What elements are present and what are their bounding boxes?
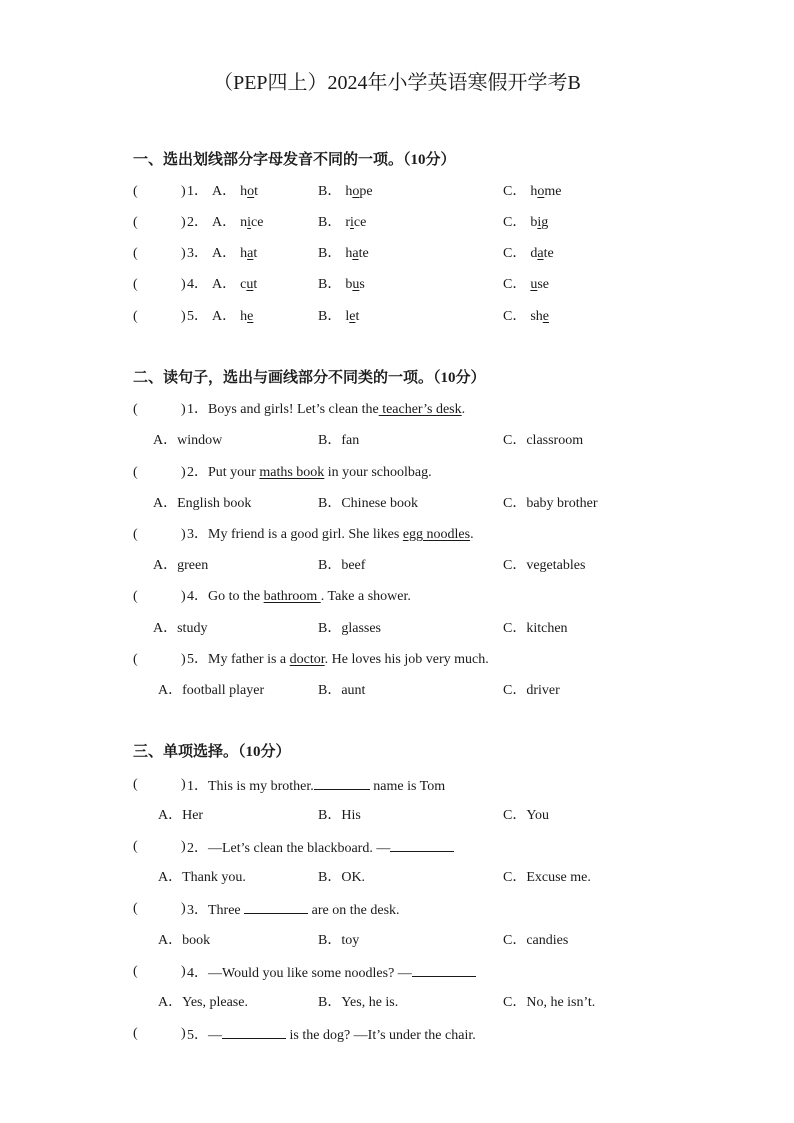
- option-b: B． hope: [318, 184, 373, 199]
- answer-paren-close: ): [181, 246, 186, 261]
- question-number: 3．: [187, 246, 208, 261]
- answer-paren-open[interactable]: (: [133, 964, 138, 979]
- question-text: 5．My father is a doctor. He loves his job very much.: [187, 652, 489, 667]
- answer-paren-close: ): [181, 309, 186, 324]
- option-b: B．glasses: [318, 621, 381, 636]
- answer-paren-open[interactable]: (: [133, 901, 138, 916]
- question-text: 2．—Let’s clean the blackboard. —: [187, 838, 454, 858]
- answer-paren-close: ): [181, 777, 186, 792]
- option-c: C．No, he isn’t.: [503, 995, 596, 1010]
- answer-paren-close: ): [181, 964, 186, 979]
- option-a: A． cut: [212, 277, 258, 292]
- answer-paren-open[interactable]: (: [133, 277, 138, 292]
- answer-paren-open[interactable]: (: [133, 589, 138, 604]
- question-number: 4．: [187, 277, 208, 292]
- answer-paren-open[interactable]: (: [133, 777, 138, 792]
- answer-paren-open[interactable]: (: [133, 184, 138, 199]
- option-c: C． home: [503, 184, 562, 199]
- question-text: 2．Put your maths book in your schoolbag.: [187, 465, 432, 480]
- option-c: C．You: [503, 808, 550, 823]
- option-c: C．baby brother: [503, 496, 598, 511]
- question-text: 1．This is my brother. name is Tom: [187, 776, 445, 796]
- option-b: B．Yes, he is.: [318, 995, 399, 1010]
- option-c: C．classroom: [503, 433, 584, 448]
- option-a: A．window: [153, 433, 223, 448]
- answer-paren-close: ): [181, 839, 186, 854]
- section-2-heading: 二、读句子，选出与画线部分不同类的一项。（10分）: [133, 370, 486, 386]
- option-b: B．fan: [318, 433, 360, 448]
- question-text: 4．—Would you like some noodles? —: [187, 963, 476, 983]
- fill-blank[interactable]: [412, 963, 476, 977]
- option-b: B． hate: [318, 246, 369, 261]
- page-title: （PEP四上）2024年小学英语寒假开学考B: [213, 72, 581, 94]
- option-c: C．Excuse me.: [503, 870, 591, 885]
- answer-paren-close: ): [181, 277, 186, 292]
- option-a: A．football player: [158, 683, 265, 698]
- option-b: B．His: [318, 808, 361, 823]
- option-c: C．kitchen: [503, 621, 568, 636]
- option-b: B． let: [318, 309, 360, 324]
- option-a: A． hot: [212, 184, 259, 199]
- option-b: B．beef: [318, 558, 366, 573]
- answer-paren-close: ): [181, 589, 186, 604]
- answer-paren-close: ): [181, 1026, 186, 1041]
- question-number: 1．: [187, 184, 208, 199]
- question-text: 1．Boys and girls! Let’s clean the teacher’s desk.: [187, 402, 466, 417]
- option-c: C．candies: [503, 933, 569, 948]
- answer-paren-open[interactable]: (: [133, 215, 138, 230]
- question-number: 5．: [187, 309, 208, 324]
- answer-paren-close: ): [181, 215, 186, 230]
- answer-paren-close: ): [181, 527, 186, 542]
- option-c: C．vegetables: [503, 558, 586, 573]
- answer-paren-close: ): [181, 184, 186, 199]
- answer-paren-open[interactable]: (: [133, 839, 138, 854]
- option-c: C． date: [503, 246, 554, 261]
- option-b: B． rice: [318, 215, 367, 230]
- question-text: 4．Go to the bathroom . Take a shower.: [187, 589, 411, 604]
- option-a: A． he: [212, 309, 254, 324]
- fill-blank[interactable]: [222, 1025, 286, 1039]
- option-b: B．toy: [318, 933, 360, 948]
- question-number: 2．: [187, 215, 208, 230]
- answer-paren-close: ): [181, 652, 186, 667]
- answer-paren-open[interactable]: (: [133, 527, 138, 542]
- option-c: C．driver: [503, 683, 560, 698]
- answer-paren-open[interactable]: (: [133, 402, 138, 417]
- option-b: B． bus: [318, 277, 365, 292]
- option-a: A．study: [153, 621, 208, 636]
- option-c: C． big: [503, 215, 549, 230]
- answer-paren-close: ): [181, 402, 186, 417]
- fill-blank[interactable]: [244, 900, 308, 914]
- fill-blank[interactable]: [314, 776, 370, 790]
- answer-paren-open[interactable]: (: [133, 246, 138, 261]
- option-b: B．OK.: [318, 870, 366, 885]
- option-a: A．book: [158, 933, 211, 948]
- section-3-heading: 三、单项选择。（10分）: [133, 744, 291, 760]
- option-b: B．Chinese book: [318, 496, 418, 511]
- question-text: 3．My friend is a good girl. She likes egg noodles.: [187, 527, 474, 542]
- section-1-heading: 一、选出划线部分字母发音不同的一项。（10分）: [133, 152, 456, 168]
- option-c: C． use: [503, 277, 550, 292]
- answer-paren-open[interactable]: (: [133, 1026, 138, 1041]
- option-c: C． she: [503, 309, 550, 324]
- answer-paren-close: ): [181, 901, 186, 916]
- option-a: A．Yes, please.: [158, 995, 248, 1010]
- answer-paren-open[interactable]: (: [133, 465, 138, 480]
- answer-paren-open[interactable]: (: [133, 309, 138, 324]
- question-text: 3．Three are on the desk.: [187, 900, 400, 920]
- option-b: B．aunt: [318, 683, 366, 698]
- option-a: A． hat: [212, 246, 258, 261]
- answer-paren-close: ): [181, 465, 186, 480]
- option-a: A．Thank you.: [158, 870, 246, 885]
- answer-paren-open[interactable]: (: [133, 652, 138, 667]
- option-a: A．Her: [158, 808, 204, 823]
- question-text: 5．— is the dog? —It’s under the chair.: [187, 1025, 476, 1045]
- option-a: A．green: [153, 558, 209, 573]
- option-a: A．English book: [153, 496, 252, 511]
- fill-blank[interactable]: [390, 838, 454, 852]
- option-a: A． nice: [212, 215, 264, 230]
